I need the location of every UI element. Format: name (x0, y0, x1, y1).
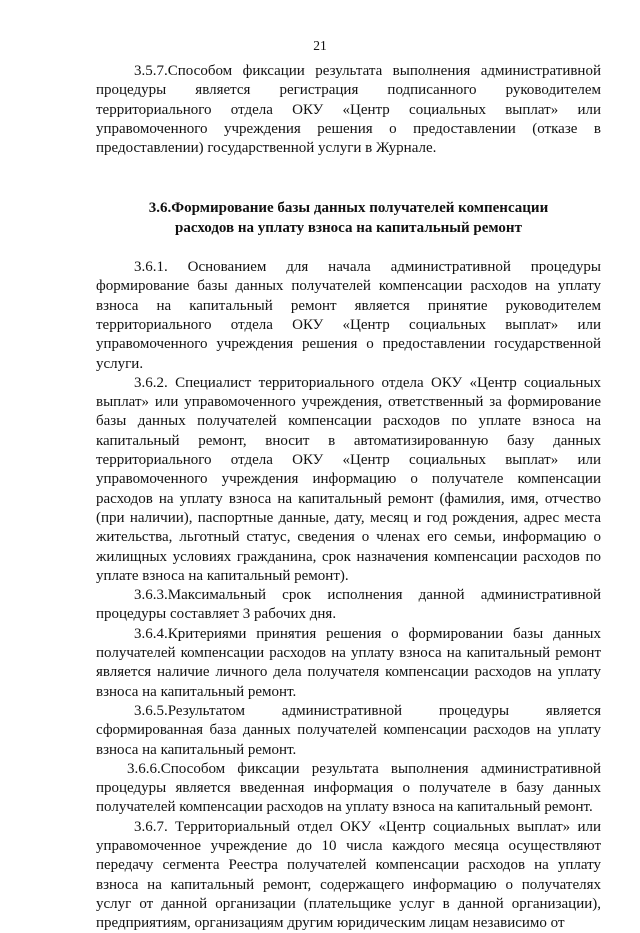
paragraph-3-5-7: 3.5.7.Способом фиксации результата выполнения административной процедуры является регистрация подписанного руководителем территориального отдела ОКУ «Центр социальных выплат» или управомоченного учреждения решения о предоставлении (отказе в предоставлении) государственной услуги в Журнале. (96, 63, 601, 157)
document-body (96, 62, 601, 933)
paragraph-3-6-7: 3.6.7. Территориальный отдел ОКУ «Центр социальных выплат» или управомоченное учреждение до 10 числа каждого месяца осуществляют передачу сегмента Реестра получателей компенсации расходов на уплату взноса на капитальный ремонт, содержащего информацию о получателях услуг от данной организации (плательщике услуг в данной организации), предприятиям, организациям другим юридическим лицам независимо от (96, 818, 601, 932)
section-heading-line-2: расходов на уплату взноса на капитальный ремонт (175, 219, 522, 236)
paragraph-3-6-5: 3.6.5.Результатом административной процедуры является сформированная база данных получателей компенсации расходов на уплату взноса на капитальный ремонт. (96, 702, 601, 758)
paragraph-3-6-2: 3.6.2. Специалист территориального отдела ОКУ «Центр социальных выплат» или управомоченного учреждения, ответственный за формирование базы данных получателей компенсации расходов по уплате взноса на капитальный ремонт, вносит в автоматизированную базу данных территориального отдела ОКУ «Центр социальных выплат» или управомоченного учреждения информацию о получателе компенсации расходов на уплату взноса на капитальный ремонт (фамилия, имя, отчество (при наличии), паспортные данные, дату, месяц и год рождения, адрес места жительства, льготный статус, сведения о членах его семьи, информацию о жилищных условиях гражданина, срок назначения компенсации расходов по уплате взноса на капитальный ремонт). (96, 374, 601, 584)
paragraph-3-6-1: 3.6.1. Основанием для начала административной процедуры формирование базы данных получателей компенсации расходов на уплату взноса на капитальный ремонт является принятие руководителем территориального отдела ОКУ «Центр социальных выплат» или управомоченного учреждения решения о предоставлении государственной услуги. (96, 259, 601, 372)
section-heading-line-1: 3.6.Формирование базы данных получателей компенсации (148, 200, 549, 217)
paragraph-3-6-3: 3.6.3.Максимальный срок исполнения данной административной процедуры составляет 3 рабочих дня. (96, 587, 601, 623)
paragraph-3-6-4: 3.6.4.Критериями принятия решения о формировании базы данных получателей компенсации расходов на уплату взноса на капитальный ремонт является наличие личного дела получателя компенсации расходов на уплату взноса на капитальный ремонт. (96, 625, 601, 700)
paragraph-3-6-6: 3.6.6.Способом фиксации результата выполнения административной процедуры является введенная информация о получателе в базу данных получателей компенсации расходов на уплату взноса на капитальный ремонт. (96, 760, 601, 816)
section-heading-3-6 (96, 199, 601, 238)
page-number: 21 (313, 38, 327, 53)
